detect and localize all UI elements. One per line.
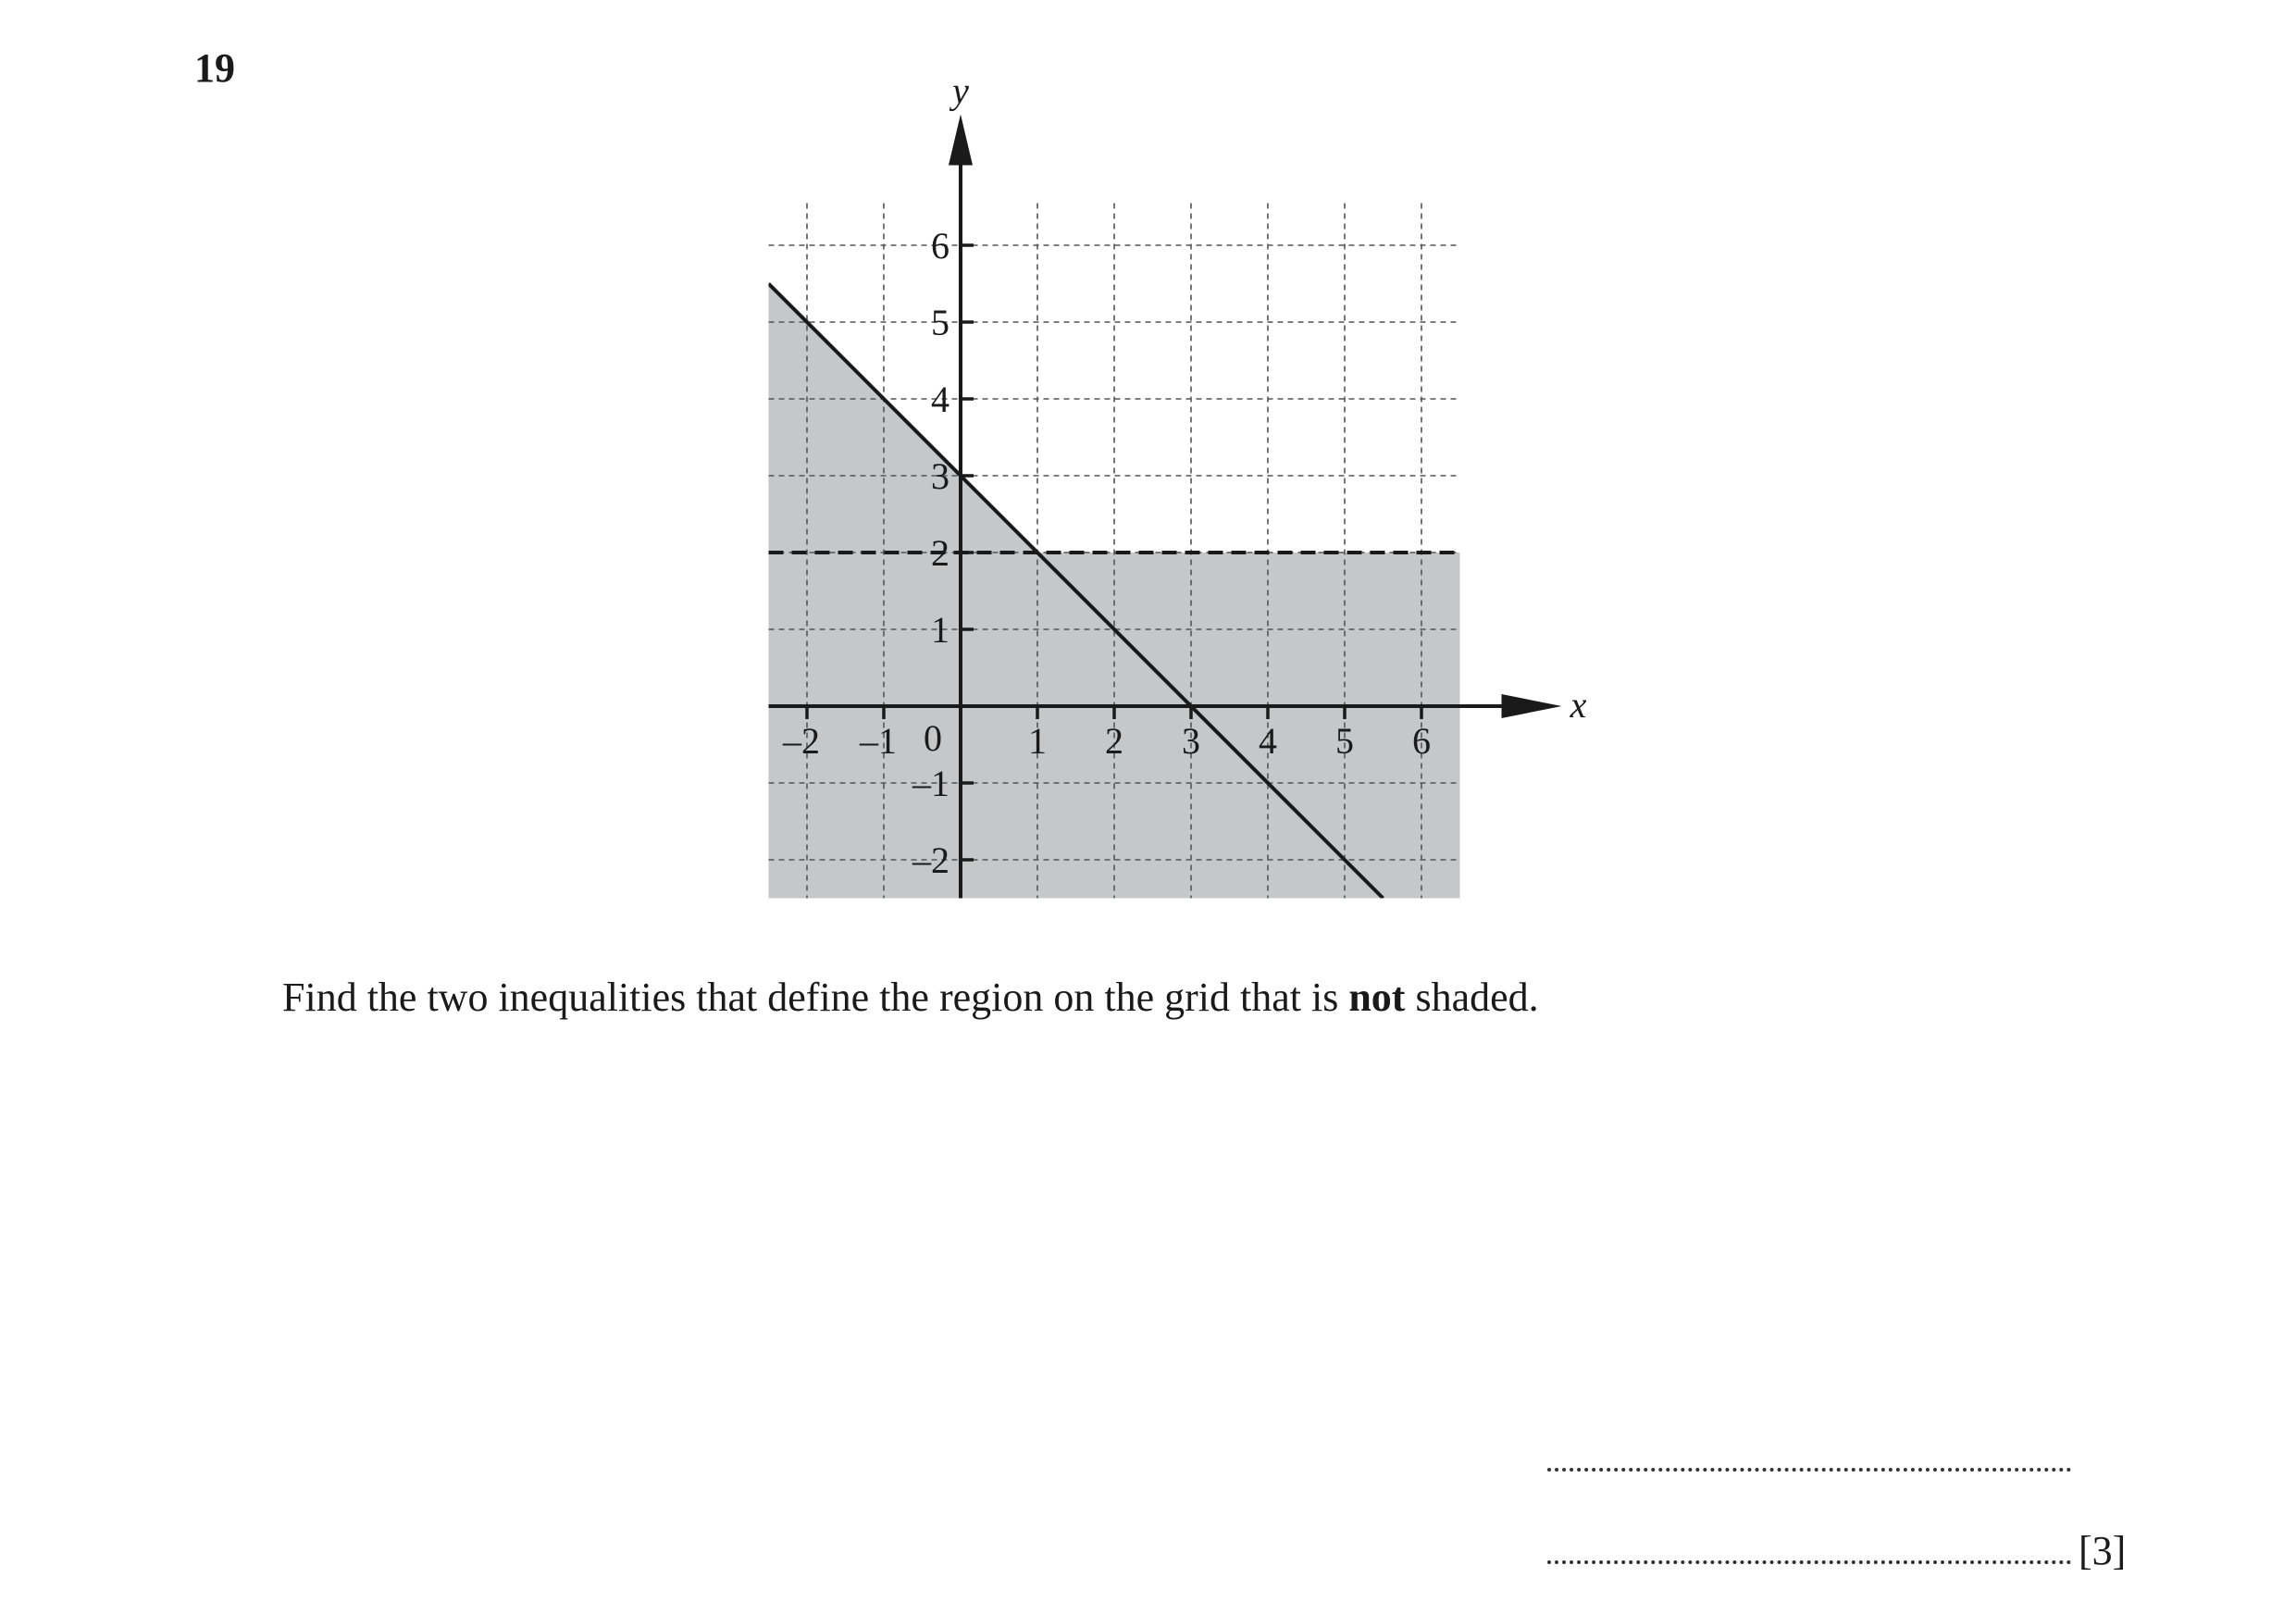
y-tick-label: 2 <box>931 532 949 574</box>
y-tick-label: 5 <box>931 302 949 343</box>
x-tick-label: 2 <box>1105 720 1123 762</box>
x-tick-label: –2 <box>783 720 820 762</box>
question-text-bold: not <box>1348 975 1406 1020</box>
y-axis-label: y <box>952 69 969 112</box>
x-tick-label: 3 <box>1182 720 1200 762</box>
x-tick-label: 4 <box>1259 720 1277 762</box>
answer-dots-2[interactable] <box>1547 1533 2071 1564</box>
x-axis-label: x <box>1570 684 1587 726</box>
answer-line-2[interactable] <box>1547 1527 2126 1574</box>
origin-label: 0 <box>924 717 942 759</box>
x-axis-arrow-icon <box>1502 694 1562 718</box>
x-tick-label: 1 <box>1028 720 1047 762</box>
y-tick-label: –2 <box>912 839 949 881</box>
answer-dots-1[interactable] <box>1547 1440 2071 1472</box>
question-text-start: Find the two inequalities that define the region on the grid that is <box>282 975 1349 1020</box>
y-tick-label: 1 <box>931 609 949 651</box>
y-tick-label: 3 <box>931 455 949 497</box>
marks-label: [3] <box>2079 1528 2127 1573</box>
y-tick-label: 4 <box>931 379 949 420</box>
question-text-end: shaded. <box>1405 975 1539 1020</box>
y-tick-label: 6 <box>931 225 949 267</box>
x-tick-label: –1 <box>860 720 897 762</box>
question-text <box>282 974 1539 1021</box>
y-tick-label: –1 <box>912 763 949 804</box>
question-number: 19 <box>194 45 235 91</box>
x-tick-label: 5 <box>1335 720 1354 762</box>
y-axis-arrow-icon <box>949 115 973 166</box>
x-tick-label: 6 <box>1412 720 1431 762</box>
answer-line-1[interactable] <box>1547 1435 2071 1482</box>
